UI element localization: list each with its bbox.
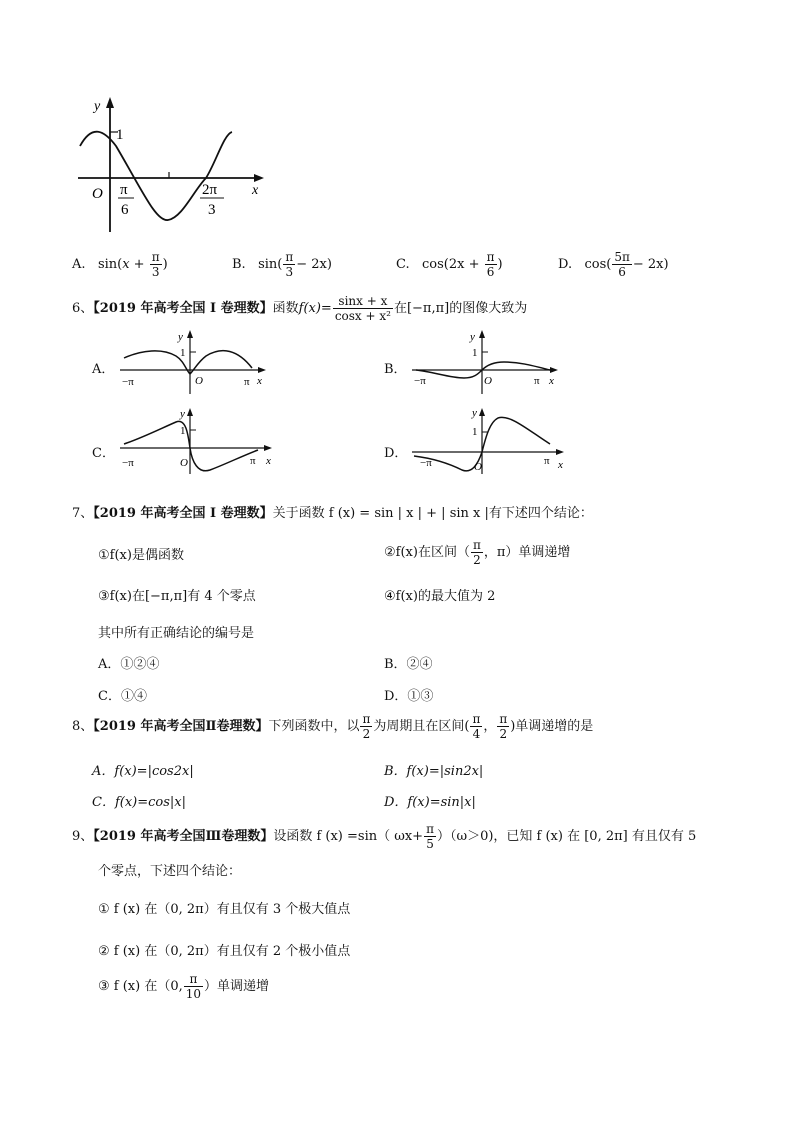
formula-part: sin( [97, 257, 123, 272]
denominator: 4 [472, 727, 481, 741]
origin-label: O [195, 375, 203, 387]
q5-x-label: x [252, 183, 259, 198]
statement-part: ，π）单调递增 [483, 545, 571, 560]
one-label: 1 [180, 347, 186, 359]
q8-stem [72, 712, 593, 741]
q5-y-label: y [94, 99, 101, 114]
q5-twopi-label: 2π [202, 182, 218, 198]
numerator: π [285, 250, 294, 264]
fraction [471, 538, 483, 567]
q9-statement-1: ① f (x) 在（0, 2π）有且仅有 3 个极大值点 [98, 902, 351, 917]
q8-option-c[interactable]: C．f(x)=cos|x| [92, 795, 186, 810]
denominator: 3 [285, 265, 294, 279]
q5-option-c[interactable] [396, 250, 503, 279]
q6-graph-c[interactable] [118, 404, 278, 476]
one-label: 1 [180, 425, 186, 437]
numerator: π [151, 250, 160, 264]
q7-statement-4: ④f(x)的最大值为 2 [384, 589, 496, 604]
formula-part: cos( [584, 257, 612, 272]
q7-stem [72, 502, 593, 521]
q5-graph [72, 94, 272, 234]
option-label: A. [72, 257, 86, 272]
q9-statement-3 [98, 972, 269, 1001]
numerator: π [472, 712, 481, 726]
q8-option-a[interactable]: A．f(x)=|cos2x| [92, 764, 194, 779]
question-source: 【2019 年高考全国 I 卷理数】 [93, 301, 273, 316]
y-label: y [178, 331, 183, 343]
question-text: 关于函数 f (x) = sin | x | + | sin x |有下述四个结论： [272, 506, 593, 521]
one-label: 1 [472, 426, 478, 438]
neg-pi-label: −π [414, 375, 426, 387]
denominator: 2 [473, 553, 481, 567]
fraction [424, 822, 436, 851]
neg-pi-label: −π [122, 376, 134, 388]
origin-label: O [474, 461, 482, 473]
numerator: π [426, 822, 434, 836]
numerator: π [472, 538, 481, 552]
x-label: x [549, 375, 554, 387]
q5-six-label: 6 [121, 202, 129, 218]
q7-statement-1: ①f(x)是偶函数 [98, 548, 184, 563]
denominator: 2 [499, 727, 508, 741]
q8-option-b[interactable]: B．f(x)=|sin2x| [384, 764, 484, 779]
q7-statement-2 [384, 538, 570, 567]
fraction [360, 712, 372, 741]
x-label: x [558, 459, 563, 471]
q8-option-d[interactable]: D．f(x)=sin|x| [384, 795, 476, 810]
q9-stem [72, 822, 696, 851]
statement-part: ②f(x)在区间（ [384, 545, 470, 560]
formula-part: ) [162, 257, 168, 272]
denominator: 10 [185, 987, 202, 1001]
q5-pi-label: π [120, 182, 128, 198]
neg-pi-label: −π [420, 457, 432, 469]
q6-graph-b[interactable] [410, 326, 560, 396]
question-text: 函数 [272, 301, 299, 316]
denominator: 6 [486, 265, 495, 279]
y-label: y [470, 331, 475, 343]
x-label: x [266, 455, 271, 467]
q7-statement-3: ③f(x)在[−π,π]有 4 个零点 [98, 589, 256, 604]
one-label: 1 [472, 347, 478, 359]
q6-graph-d[interactable] [410, 404, 570, 476]
formula-part: x + [122, 257, 149, 272]
q7-option-d[interactable]: D．①③ [384, 689, 434, 704]
formula-part: ) [497, 257, 503, 272]
numerator: sinx + x [333, 294, 393, 309]
q5-option-b[interactable] [232, 250, 332, 279]
numerator: π [362, 712, 371, 726]
fraction [333, 294, 393, 323]
fraction [150, 250, 162, 279]
q7-prompt: 其中所有正确结论的编号是 [98, 626, 255, 641]
formula-part: − 2x) [296, 257, 332, 272]
origin-label: O [484, 375, 492, 387]
question-number: 7、 [72, 506, 94, 521]
q6-option-a-label[interactable]: A． [92, 362, 115, 377]
denominator: 2 [362, 727, 371, 741]
formula-part: sin( [258, 257, 283, 272]
q6-option-c-label[interactable]: C． [92, 446, 115, 461]
numerator: π [184, 972, 203, 987]
question-text: ， [483, 719, 497, 734]
option-label: B. [232, 257, 246, 272]
q5-option-a[interactable] [72, 250, 168, 279]
pi-label: π [544, 455, 550, 467]
denominator: cosx + x² [334, 309, 391, 323]
q7-option-b[interactable]: B．②④ [384, 657, 433, 672]
question-text: 为周期且在区间( [373, 719, 470, 734]
question-text: 在[−π,π]的图像大致为 [393, 301, 528, 316]
formula-part: f(x)= [298, 301, 332, 316]
y-label: y [472, 407, 477, 419]
q5-option-d[interactable] [558, 250, 669, 279]
option-label: C. [396, 257, 410, 272]
pi-label: π [244, 376, 250, 388]
fraction [612, 250, 632, 279]
formula-part: − 2x) [632, 257, 669, 272]
denominator: 3 [151, 265, 160, 279]
q6-graph-a[interactable] [118, 326, 268, 396]
numerator: π [486, 250, 495, 264]
question-number: 8、 [72, 719, 94, 734]
q6-option-d-label[interactable]: D． [384, 446, 408, 461]
fraction [485, 250, 497, 279]
option-label: D. [558, 257, 573, 272]
q5-origin-label: O [92, 186, 103, 202]
statement-part: ）单调递增 [204, 979, 270, 994]
question-number: 9、 [72, 829, 94, 844]
question-source: 【2019 年高考全国Ⅱ卷理数】 [93, 719, 269, 734]
x-label: x [257, 375, 262, 387]
fraction [497, 712, 509, 741]
fraction [184, 972, 203, 1001]
numerator: π [499, 712, 508, 726]
q7-option-c[interactable]: C．①④ [98, 689, 147, 704]
q5-one-label: 1 [116, 127, 124, 143]
q9-statement-2: ② f (x) 在（0, 2π）有且仅有 2 个极小值点 [98, 944, 351, 959]
question-text: )单调递增的是 [510, 719, 594, 734]
question-source: 【2019 年高考全国 I 卷理数】 [93, 506, 273, 521]
pi-label: π [534, 375, 540, 387]
q7-option-a[interactable]: A．①②④ [98, 657, 160, 672]
y-label: y [180, 408, 185, 420]
pi-label: π [250, 455, 256, 467]
question-number: 6、 [72, 301, 94, 316]
q6-option-b-label[interactable]: B． [384, 362, 407, 377]
question-text: 下列函数中，以 [268, 719, 360, 734]
fraction [470, 712, 482, 741]
question-text: 设函数 f (x) =sin（ ωx+ [273, 829, 424, 844]
origin-label: O [180, 457, 188, 469]
q6-stem [72, 294, 527, 323]
question-source: 【2019 年高考全国Ⅲ卷理数】 [93, 829, 274, 844]
denominator: 6 [618, 265, 626, 279]
statement-part: ③ f (x) 在（0, [98, 979, 183, 994]
q5-three-label: 3 [208, 202, 216, 218]
neg-pi-label: −π [122, 457, 134, 469]
formula-part: cos(2x + [422, 257, 484, 272]
numerator: 5π [614, 250, 630, 264]
question-text: ）（ω＞0)，已知 f (x) 在 [0, 2π] 有且仅有 5 [436, 829, 697, 844]
fraction [283, 250, 295, 279]
denominator: 5 [426, 837, 434, 851]
q9-stem-continued: 个零点，下述四个结论： [98, 864, 242, 879]
